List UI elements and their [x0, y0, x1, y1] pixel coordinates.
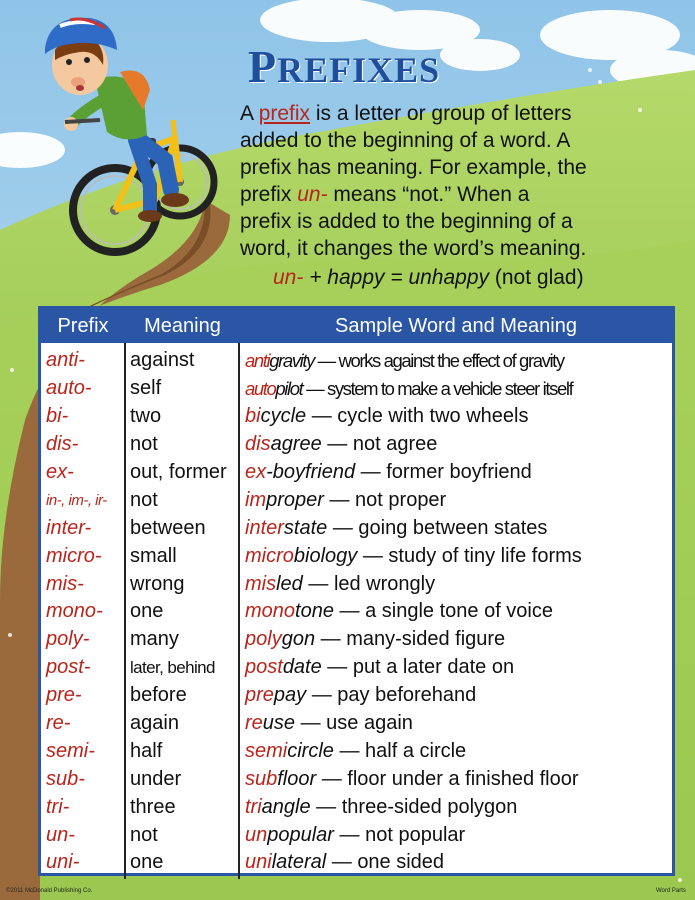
em-dash: —	[321, 433, 353, 456]
sample-word-root: -boyfriend	[266, 461, 356, 483]
em-dash: —	[333, 739, 366, 762]
em-dash: —	[355, 461, 387, 483]
em-dash: —	[357, 544, 389, 567]
cell-sample-word	[240, 378, 672, 400]
cell-sample-word	[240, 405, 672, 428]
em-dash: —	[326, 851, 358, 874]
table-row	[41, 793, 672, 821]
sample-word-definition: system to make a vehicle steer itself	[326, 377, 573, 399]
series-label: Word Parts	[656, 888, 686, 894]
sample-word-root: pilot	[275, 377, 303, 399]
sample-word-definition: led wrongly	[333, 572, 436, 595]
sample-word-root: led	[276, 572, 303, 595]
cell-meaning: again	[130, 712, 179, 735]
sample-word-definition: cycle with two wheels	[337, 405, 529, 428]
sample-word-prefix: auto	[245, 377, 276, 399]
cell-meaning: wrong	[130, 572, 185, 595]
cell-meaning: many	[130, 628, 179, 651]
cell-sample-word	[240, 656, 672, 679]
example-equation-text: + happy = unhappy	[303, 266, 490, 289]
sample-word-prefix: ex	[245, 461, 267, 483]
intro-paragraph	[240, 100, 680, 262]
cell-meaning: self	[130, 377, 162, 400]
header-sample-word: Sample Word and Meaning	[335, 314, 577, 337]
intro-text: is a letter or group of letters	[310, 102, 572, 125]
cell-meaning: under	[130, 767, 182, 790]
header-meaning: Meaning	[144, 314, 221, 337]
example-prefix: un-	[273, 266, 304, 289]
sample-word-prefix: uni	[245, 851, 272, 874]
sample-word-prefix: mis	[245, 572, 277, 595]
sample-word-prefix: dis	[245, 433, 271, 456]
table-row	[41, 570, 672, 598]
sample-word-root: angle	[261, 795, 311, 818]
sample-word-root: cycle	[260, 405, 307, 428]
cell-meaning: against	[130, 349, 195, 372]
cell-prefix: re-	[46, 712, 71, 735]
cell-meaning: two	[130, 405, 162, 428]
sample-word-definition: three-sided polygon	[341, 795, 518, 818]
sample-word-definition: going between states	[358, 516, 548, 539]
sample-word-prefix: anti	[245, 349, 270, 371]
sample-word-root: pay	[273, 684, 307, 707]
sample-word-definition: not proper	[355, 488, 447, 511]
table-body	[41, 343, 672, 877]
cell-meaning: not	[130, 433, 158, 456]
cell-sample-word	[240, 489, 672, 512]
cell-prefix: bi-	[46, 405, 69, 428]
table-row	[41, 486, 672, 514]
boy-on-bicycle-illustration	[25, 10, 225, 280]
intro-line-2: added to the beginning of a word. A	[240, 129, 571, 152]
cell-sample-word	[240, 824, 672, 847]
cell-sample-word	[240, 350, 672, 372]
sample-word-prefix: micro	[245, 544, 294, 567]
intro-line-6: word, it changes the word’s meaning.	[240, 237, 587, 260]
cell-prefix: anti-	[46, 349, 85, 372]
sample-word-root: biology	[293, 544, 358, 567]
sample-word-definition: a single tone of voice	[365, 600, 553, 623]
intro-line-1	[240, 100, 680, 127]
table-row	[41, 403, 672, 431]
cell-sample-word	[240, 684, 672, 707]
sample-word-definition: not popular	[365, 823, 466, 846]
cell-prefix: ex-	[46, 461, 74, 483]
intro-line-5: prefix is added to the beginning of a	[240, 210, 573, 233]
cell-prefix: mono-	[46, 600, 103, 623]
sample-word-prefix: im	[245, 488, 267, 511]
sample-word-prefix: tri	[245, 795, 262, 818]
em-dash: —	[313, 349, 339, 371]
cell-sample-word	[240, 545, 672, 568]
cell-sample-word	[240, 740, 672, 763]
cell-sample-word	[240, 796, 672, 819]
cell-sample-word	[240, 628, 672, 651]
intro-term-prefix: prefix	[258, 102, 311, 125]
cell-prefix: inter-	[46, 516, 92, 539]
sample-word-root: gon	[281, 628, 316, 651]
table-row	[41, 375, 672, 403]
sample-word-prefix: bi	[245, 405, 261, 428]
table-row	[41, 737, 672, 765]
cell-prefix: pre-	[46, 684, 82, 707]
intro-text: prefix	[240, 183, 298, 206]
cell-sample-word	[240, 573, 672, 596]
em-dash: —	[333, 600, 366, 623]
em-dash: —	[316, 767, 348, 790]
sample-word-root: gravity	[269, 349, 314, 371]
sample-word-prefix: semi	[245, 739, 288, 762]
cell-prefix: in-, im-, ir-	[46, 491, 107, 509]
cell-sample-word	[240, 712, 672, 735]
table-row	[41, 821, 672, 849]
cell-prefix: auto-	[46, 377, 92, 400]
table-row	[41, 347, 672, 375]
table-header	[41, 309, 672, 343]
table-row	[41, 626, 672, 654]
cell-meaning: small	[130, 544, 177, 567]
cell-sample-word	[240, 851, 672, 874]
sample-word-definition: use again	[326, 712, 413, 735]
table-row	[41, 598, 672, 626]
header-prefix: Prefix	[57, 314, 109, 337]
table-row	[41, 459, 672, 487]
sample-word-definition: works against the effect of gravity	[338, 349, 564, 371]
sample-word-prefix: re	[245, 712, 263, 735]
cell-prefix: sub-	[46, 767, 85, 790]
cell-sample-word	[240, 461, 672, 484]
sample-word-prefix: post	[245, 656, 283, 679]
cell-meaning: half	[130, 739, 163, 762]
sample-word-root: popular	[267, 823, 334, 846]
cell-sample-word	[240, 600, 672, 623]
em-dash: —	[310, 795, 342, 818]
sample-word-prefix: poly	[245, 628, 282, 651]
em-dash: —	[302, 377, 327, 399]
sample-word-root: use	[262, 712, 296, 735]
prefix-table	[38, 306, 675, 876]
intro-line-4	[240, 181, 680, 208]
cell-meaning: between	[130, 516, 206, 539]
column-divider	[238, 343, 240, 879]
cell-prefix: un-	[46, 823, 75, 846]
sample-word-definition: one sided	[357, 851, 445, 874]
sample-word-root: circle	[287, 739, 334, 762]
em-dash: —	[315, 628, 347, 651]
sample-word-definition: not agree	[352, 433, 438, 456]
sample-word-prefix: pre	[245, 684, 274, 707]
cell-prefix: uni-	[46, 851, 80, 874]
sample-word-definition: former boyfriend	[386, 461, 532, 483]
sample-word-prefix: mono	[245, 600, 296, 623]
cell-meaning: not	[130, 488, 158, 511]
em-dash: —	[333, 823, 366, 846]
sample-word-definition: study of tiny life forms	[388, 544, 582, 567]
sample-word-definition: put a later date on	[352, 656, 515, 679]
sample-word-root: proper	[266, 488, 324, 511]
example-equation	[273, 266, 584, 290]
example-note: (not glad)	[489, 266, 584, 289]
cell-prefix: post-	[46, 656, 91, 679]
cell-prefix: poly-	[46, 628, 90, 651]
em-dash: —	[323, 488, 356, 511]
em-dash: —	[295, 712, 327, 735]
em-dash: —	[306, 684, 338, 707]
intro-text: A	[240, 102, 259, 125]
cell-meaning: one	[130, 851, 164, 874]
sample-word-definition: half a circle	[365, 739, 467, 762]
column-divider	[124, 343, 126, 879]
cell-prefix: tri-	[46, 795, 70, 818]
sample-word-prefix: un	[245, 823, 268, 846]
em-dash: —	[302, 572, 334, 595]
cell-prefix: dis-	[46, 433, 79, 456]
sample-word-root: lateral	[271, 851, 327, 874]
table-row	[41, 849, 672, 877]
table-row	[41, 682, 672, 710]
copyright-text: ©2011 McDonald Publishing Co.	[6, 888, 93, 894]
em-dash: —	[327, 516, 359, 539]
intro-line-3: prefix has meaning. For example, the	[240, 156, 587, 179]
cell-sample-word	[240, 517, 672, 540]
cell-meaning: not	[130, 823, 158, 846]
sample-word-prefix: sub	[245, 767, 278, 790]
sample-word-definition: many-sided figure	[346, 628, 506, 651]
cell-meaning: one	[130, 600, 164, 623]
cell-sample-word	[240, 433, 672, 456]
intro-term-un: un-	[297, 183, 328, 206]
table-row	[41, 710, 672, 738]
cell-meaning: three	[130, 795, 176, 818]
cell-meaning: before	[130, 684, 187, 707]
cell-sample-word	[240, 768, 672, 791]
table-row	[41, 542, 672, 570]
cell-meaning: out, former	[130, 461, 227, 483]
sample-word-root: tone	[295, 600, 334, 623]
page-title: PREFIXES	[248, 41, 441, 92]
sample-word-definition: pay beforehand	[337, 684, 477, 707]
em-dash: —	[321, 656, 353, 679]
sample-word-root: agree	[270, 433, 322, 456]
em-dash: —	[306, 405, 338, 428]
sample-word-root: floor	[277, 767, 317, 790]
cell-meaning: later, behind	[130, 657, 215, 677]
table-row	[41, 514, 672, 542]
sample-word-root: state	[283, 516, 328, 539]
intro-text: means “not.” When a	[327, 183, 530, 206]
sample-word-definition: floor under a finished floor	[347, 767, 579, 790]
cell-prefix: mis-	[46, 572, 84, 595]
sample-word-root: date	[282, 656, 322, 679]
cell-prefix: semi-	[46, 739, 95, 762]
sample-word-prefix: inter	[245, 516, 284, 539]
table-row	[41, 431, 672, 459]
cell-prefix: micro-	[46, 544, 102, 567]
table-row	[41, 654, 672, 682]
table-row	[41, 765, 672, 793]
